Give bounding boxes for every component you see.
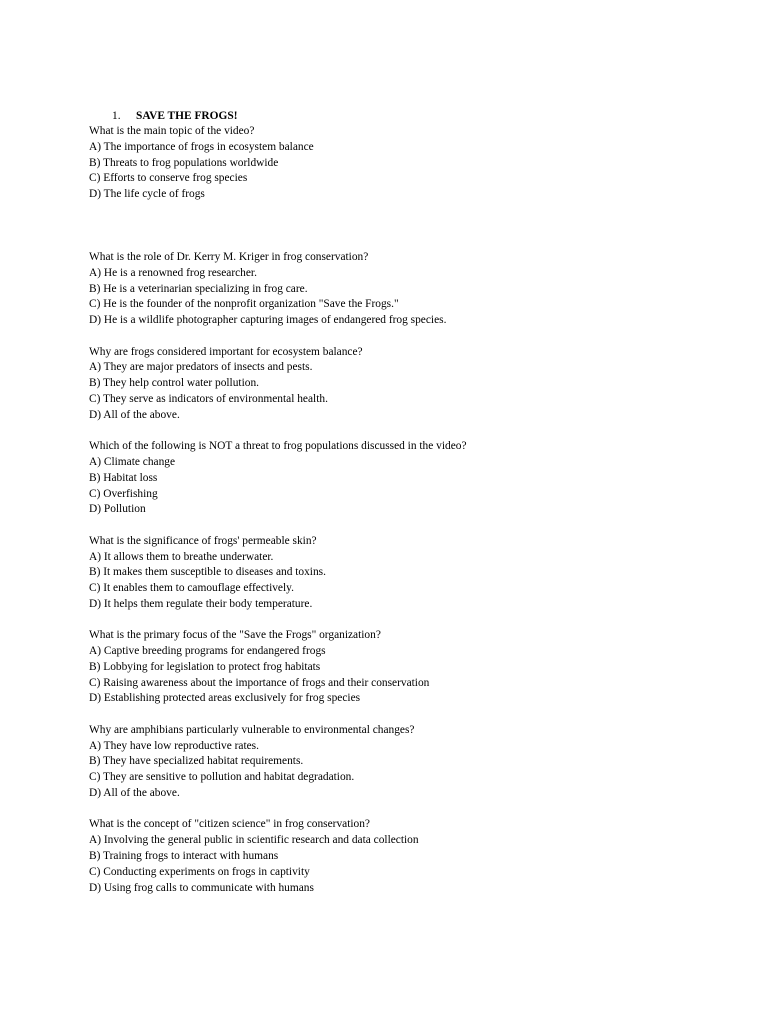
answer-option: A) Climate change [89, 455, 176, 468]
answer-option: D) Pollution [89, 503, 146, 516]
question-block [89, 124, 729, 203]
question-text: What is the role of Dr. Kerry M. Kriger in frog conservation? [89, 250, 369, 263]
answer-option: C) It enables them to camouflage effectively. [89, 582, 294, 595]
answer-option: C) Conducting experiments on frogs in captivity [89, 865, 310, 878]
section-heading [89, 108, 729, 124]
answer-option: A) They are major predators of insects and pests. [89, 361, 313, 374]
question-block [89, 628, 729, 707]
question-text: Why are amphibians particularly vulnerable to environmental changes? [89, 723, 415, 736]
answer-option: B) They help control water pollution. [89, 377, 259, 390]
answer-option: B) Threats to frog populations worldwide [89, 156, 279, 169]
question-text: What is the main topic of the video? [89, 125, 255, 137]
answer-option: B) They have specialized habitat requirements. [89, 755, 304, 768]
answer-option: A) Captive breeding programs for endangered frogs [89, 645, 326, 658]
question-text: Why are frogs considered important for ecosystem balance? [89, 345, 363, 358]
question-block [89, 345, 729, 424]
document-page [89, 108, 729, 896]
question-block [89, 723, 729, 802]
question-text: Which of the following is NOT a threat to frog populations discussed in the video? [89, 440, 467, 453]
answer-option: B) It makes them susceptible to diseases and toxins. [89, 566, 326, 579]
answer-option: D) All of the above. [89, 408, 180, 421]
answer-option: D) He is a wildlife photographer capturing images of endangered frog species. [89, 314, 447, 327]
answer-option: C) Overfishing [89, 487, 158, 500]
answer-option: B) Habitat loss [89, 471, 158, 484]
answer-option: B) Lobbying for legislation to protect frog habitats [89, 660, 321, 673]
answer-option: A) The importance of frogs in ecosystem balance [89, 140, 314, 153]
question-block [89, 817, 729, 896]
answer-option: A) Involving the general public in scientific research and data collection [89, 834, 419, 847]
heading-title: SAVE THE FROGS! [136, 110, 238, 122]
answer-option: B) Training frogs to interact with humans [89, 850, 279, 863]
answer-option: C) Efforts to conserve frog species [89, 172, 248, 185]
answer-option: C) He is the founder of the nonprofit organization "Save the Frogs." [89, 298, 399, 311]
answer-option: A) He is a renowned frog researcher. [89, 266, 257, 279]
answer-option: D) Using frog calls to communicate with humans [89, 881, 314, 894]
answer-option: C) Raising awareness about the importance of frogs and their conservation [89, 676, 430, 689]
heading-number: 1. [112, 110, 121, 122]
answer-option: D) It helps them regulate their body temperature. [89, 597, 313, 610]
question-text: What is the concept of "citizen science" in frog conservation? [89, 818, 370, 831]
question-text: What is the primary focus of the "Save the Frogs" organization? [89, 629, 381, 642]
answer-option: C) They serve as indicators of environmental health. [89, 392, 328, 405]
answer-option: A) It allows them to breathe underwater. [89, 550, 274, 563]
question-text: What is the significance of frogs' permeable skin? [89, 534, 317, 547]
answer-option: D) The life cycle of frogs [89, 188, 205, 201]
answer-option: D) Establishing protected areas exclusively for frog species [89, 692, 361, 705]
answer-option: A) They have low reproductive rates. [89, 739, 259, 752]
question-block [89, 250, 729, 329]
question-block [89, 534, 729, 613]
question-block [89, 439, 729, 518]
answer-option: D) All of the above. [89, 787, 180, 800]
answer-option: C) They are sensitive to pollution and habitat degradation. [89, 771, 355, 784]
answer-option: B) He is a veterinarian specializing in frog care. [89, 282, 308, 295]
